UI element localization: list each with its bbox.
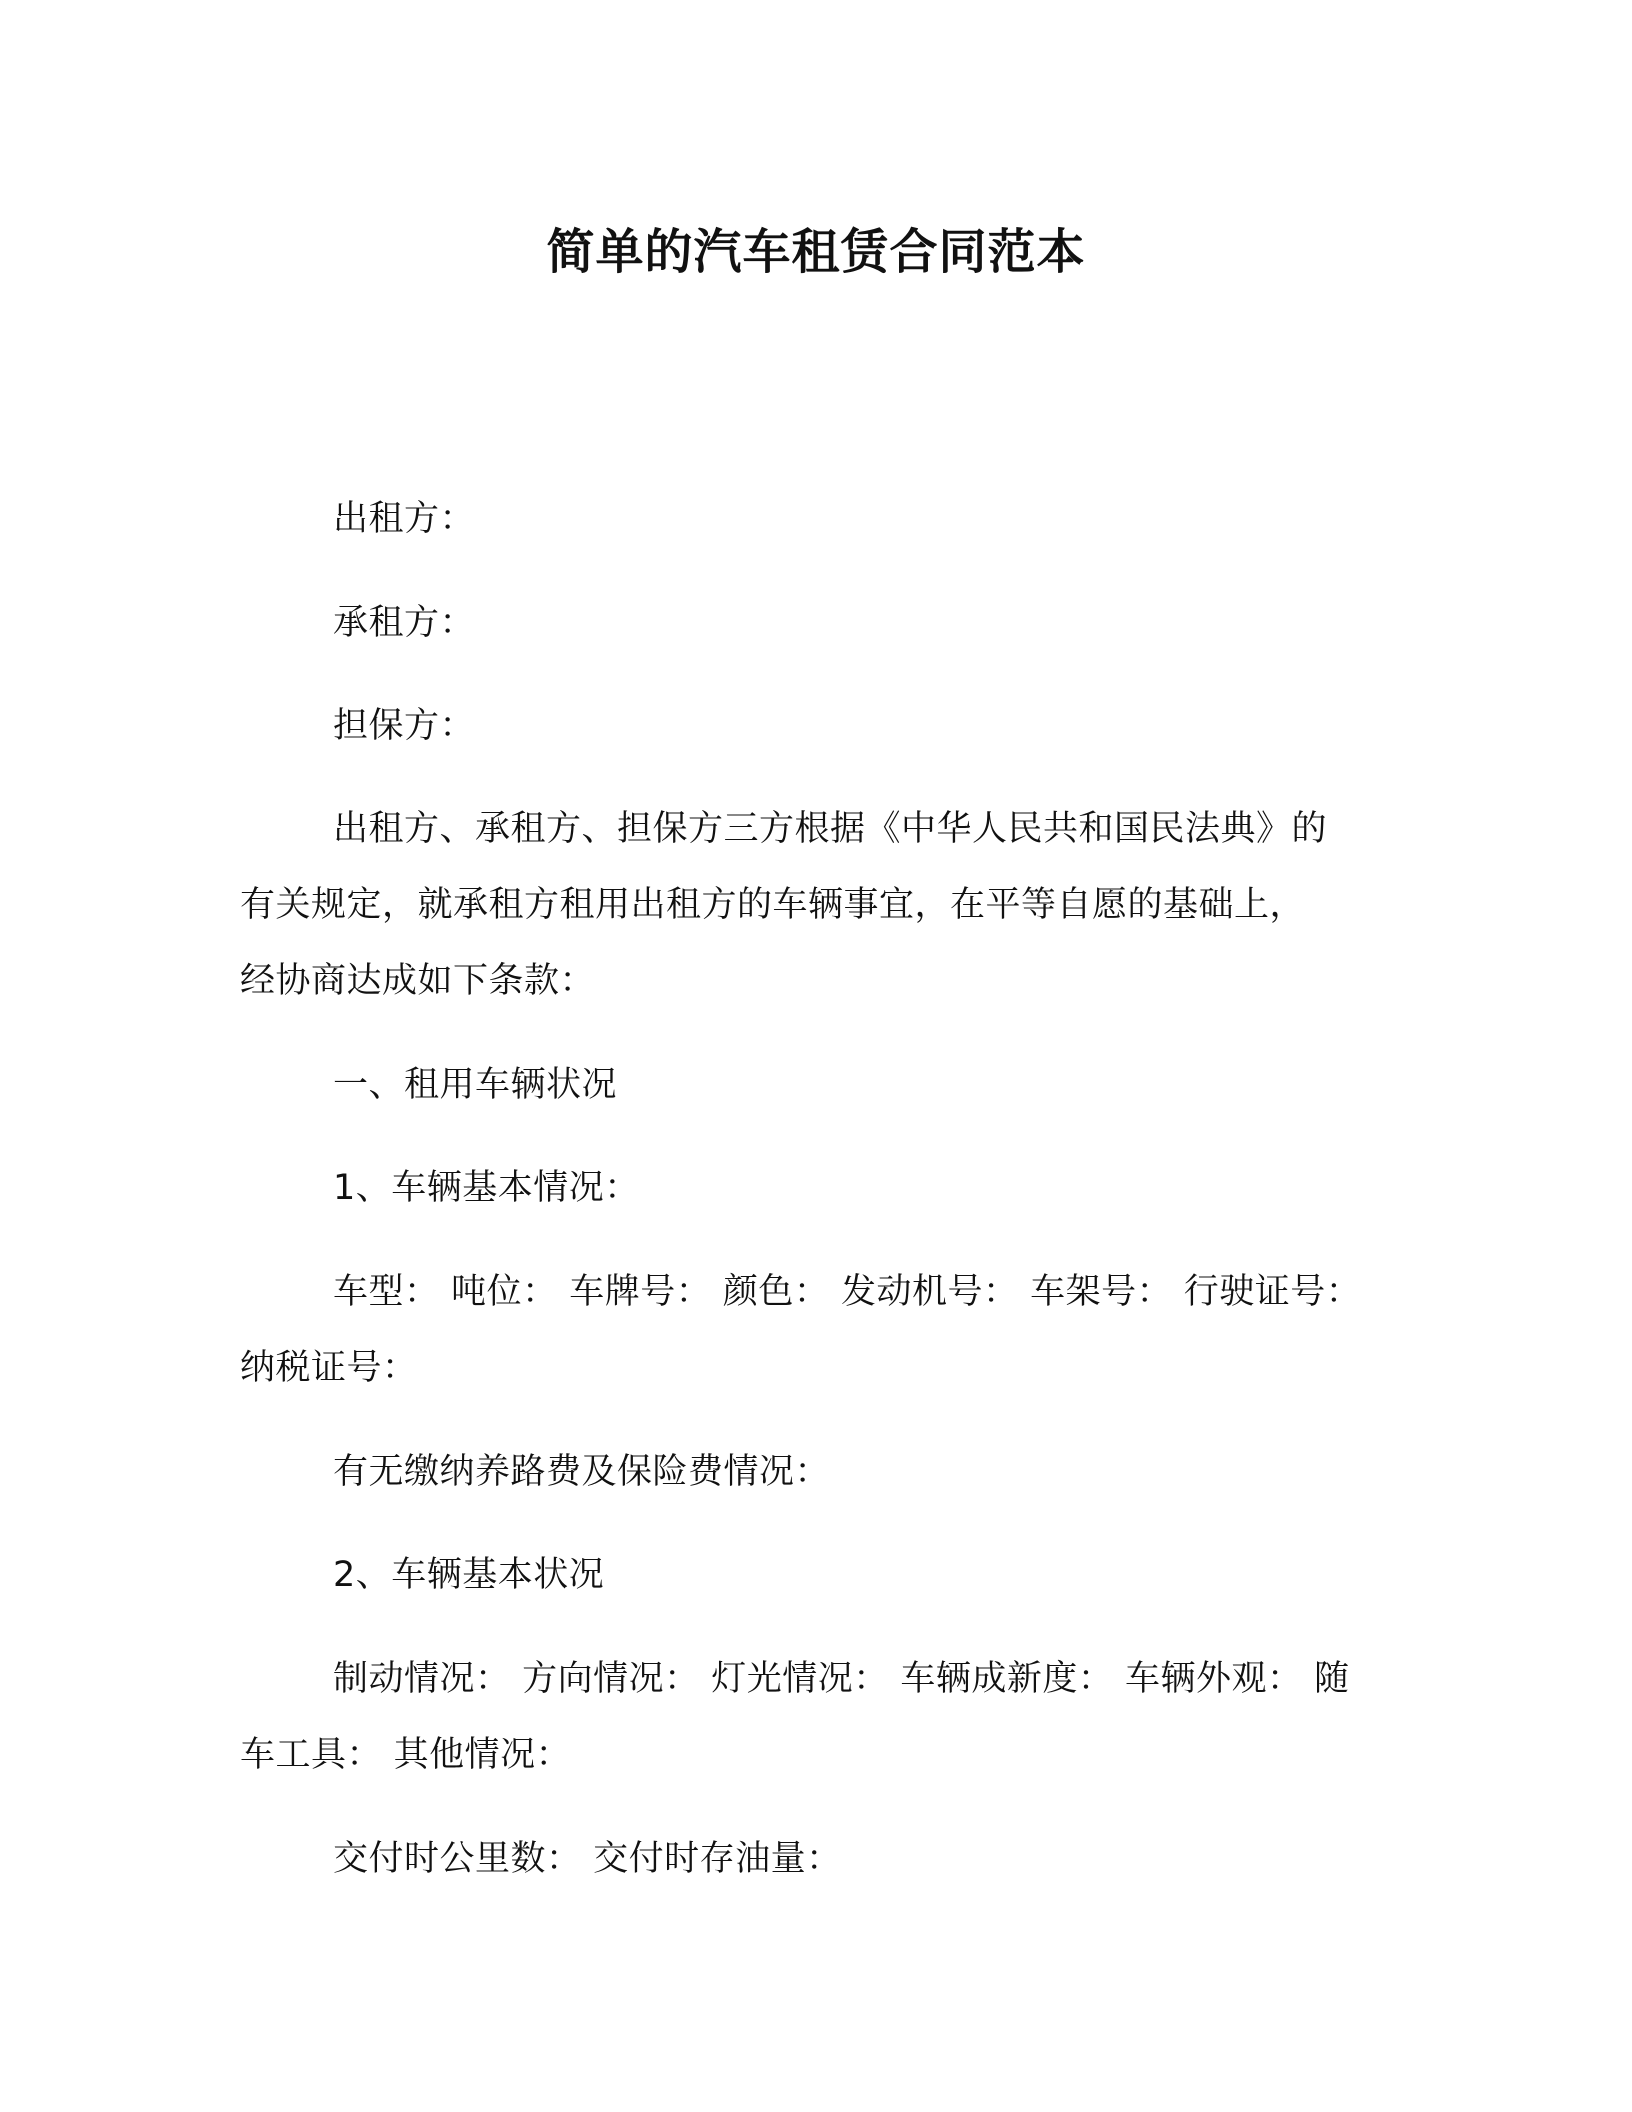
lessor-line: 出租方： — [333, 499, 476, 539]
section-heading-1: 一、租用车辆状况 — [333, 1065, 618, 1105]
condition-line-2: 车工具： 其他情况： — [240, 1735, 572, 1775]
lessee-line: 承租方： — [333, 603, 476, 643]
intro-paragraph-line-3: 经协商达成如下条款： — [240, 961, 596, 1001]
document-title: 简单的汽车租赁合同范本 — [546, 224, 1086, 280]
guarantor-line: 担保方： — [333, 706, 476, 746]
delivery-line: 交付时公里数： 交付时存油量： — [333, 1839, 842, 1879]
vehicle-info-line-2: 纳税证号： — [240, 1348, 418, 1388]
subsection-heading-1: 1、车辆基本情况： — [333, 1168, 640, 1208]
subsection-heading-2: 2、车辆基本状况 — [333, 1555, 605, 1595]
fees-line: 有无缴纳养路费及保险费情况： — [333, 1452, 831, 1492]
vehicle-info-line-1: 车型： 吨位： 车牌号： 颜色： 发动机号： 车架号： 行驶证号： — [333, 1272, 1362, 1312]
intro-paragraph-line-2: 有关规定，就承租方租用出租方的车辆事宜，在平等自愿的基础上， — [240, 885, 1306, 925]
intro-paragraph-line-1: 出租方、承租方、担保方三方根据《中华人民共和国民法典》的 — [333, 809, 1328, 849]
condition-line-1: 制动情况： 方向情况： 灯光情况： 车辆成新度： 车辆外观： 随 — [333, 1659, 1350, 1699]
